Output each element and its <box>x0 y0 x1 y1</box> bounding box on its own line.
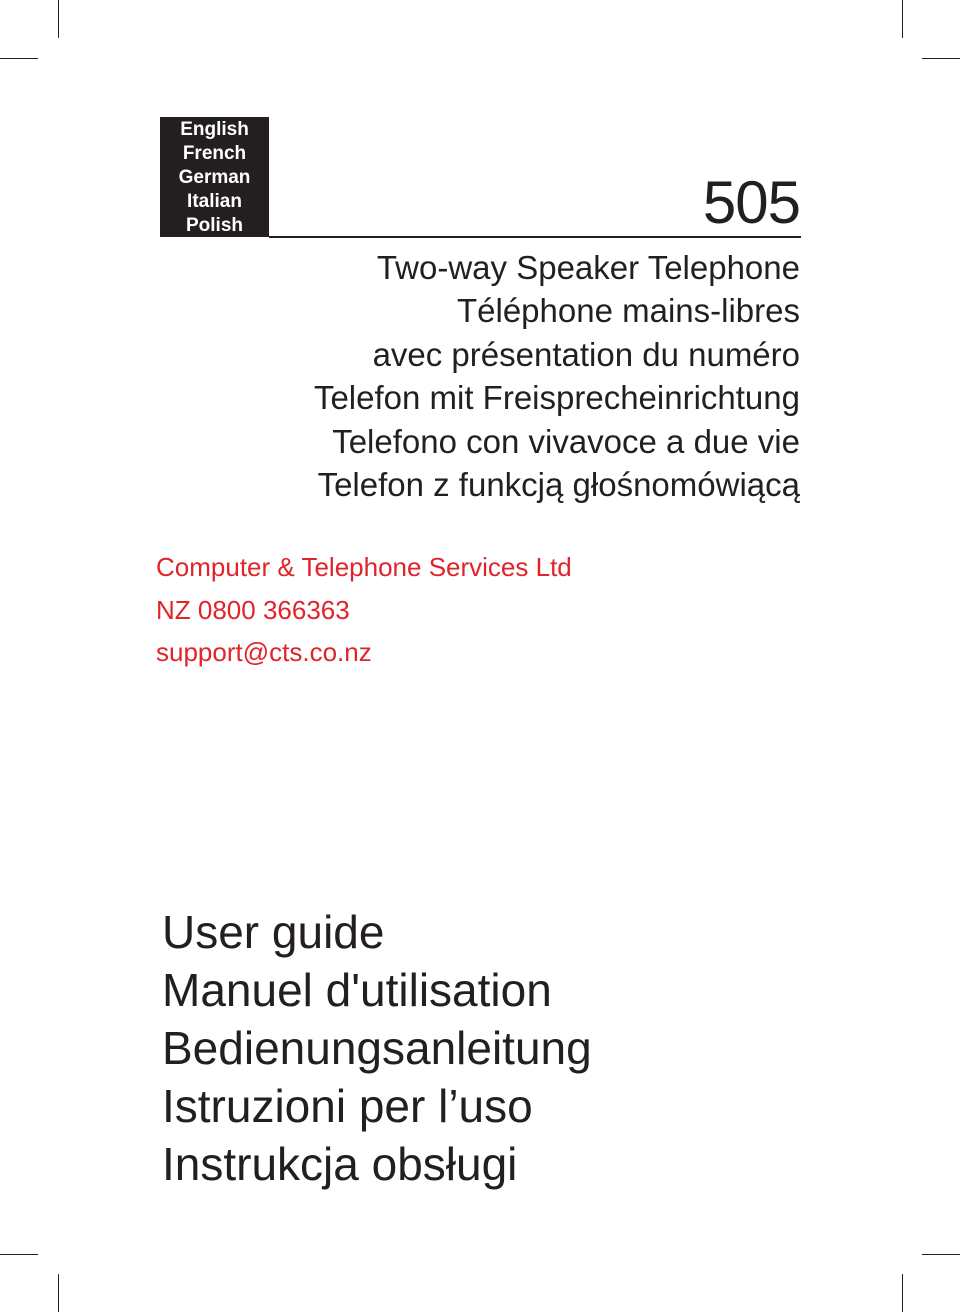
product-title-french-continued: avec présentation du numéro <box>372 335 800 373</box>
crop-mark-bottom-right-vertical <box>902 1274 903 1312</box>
guide-title-german: Bedienungsanleitung <box>162 1022 592 1074</box>
crop-mark-top-right-vertical <box>902 0 903 38</box>
language-item: German <box>178 167 251 188</box>
company-contact <box>156 546 572 674</box>
product-title-polish: Telefon z funkcją głośnomówiącą <box>317 466 800 504</box>
guide-title-english: User guide <box>162 906 385 958</box>
crop-mark-bottom-left-horizontal <box>0 1254 38 1255</box>
company-email[interactable]: support@cts.co.nz <box>156 637 372 667</box>
company-name: Computer & Telephone Services Ltd <box>156 552 572 582</box>
product-title-english: Two-way Speaker Telephone <box>376 249 800 286</box>
language-list-box <box>160 117 269 237</box>
product-title-french: Téléphone mains-libres <box>456 292 800 330</box>
crop-mark-top-left-vertical <box>58 0 59 38</box>
model-number: 505 <box>702 169 800 236</box>
guide-title-polish: Instrukcja obsługi <box>162 1138 518 1190</box>
guide-title-italian: Istruzioni per l’uso <box>162 1080 533 1132</box>
crop-mark-top-left-horizontal <box>0 58 38 59</box>
guide-title-french: Manuel d'utilisation <box>162 964 552 1016</box>
language-item: English <box>180 119 249 140</box>
crop-mark-top-right-horizontal <box>922 58 960 59</box>
product-titles <box>314 246 800 506</box>
crop-mark-bottom-right-horizontal <box>922 1254 960 1255</box>
crop-mark-bottom-left-vertical <box>58 1274 59 1312</box>
guide-titles <box>162 903 592 1193</box>
language-item: Polish <box>185 215 243 236</box>
company-phone: NZ 0800 366363 <box>156 594 350 625</box>
product-title-german: Telefon mit Freisprecheinrichtung <box>313 379 800 417</box>
product-title-italian: Telefono con vivavoce a due vie <box>332 422 800 460</box>
header-rule <box>269 236 801 238</box>
language-item: French <box>182 143 247 164</box>
language-item: Italian <box>187 191 242 212</box>
